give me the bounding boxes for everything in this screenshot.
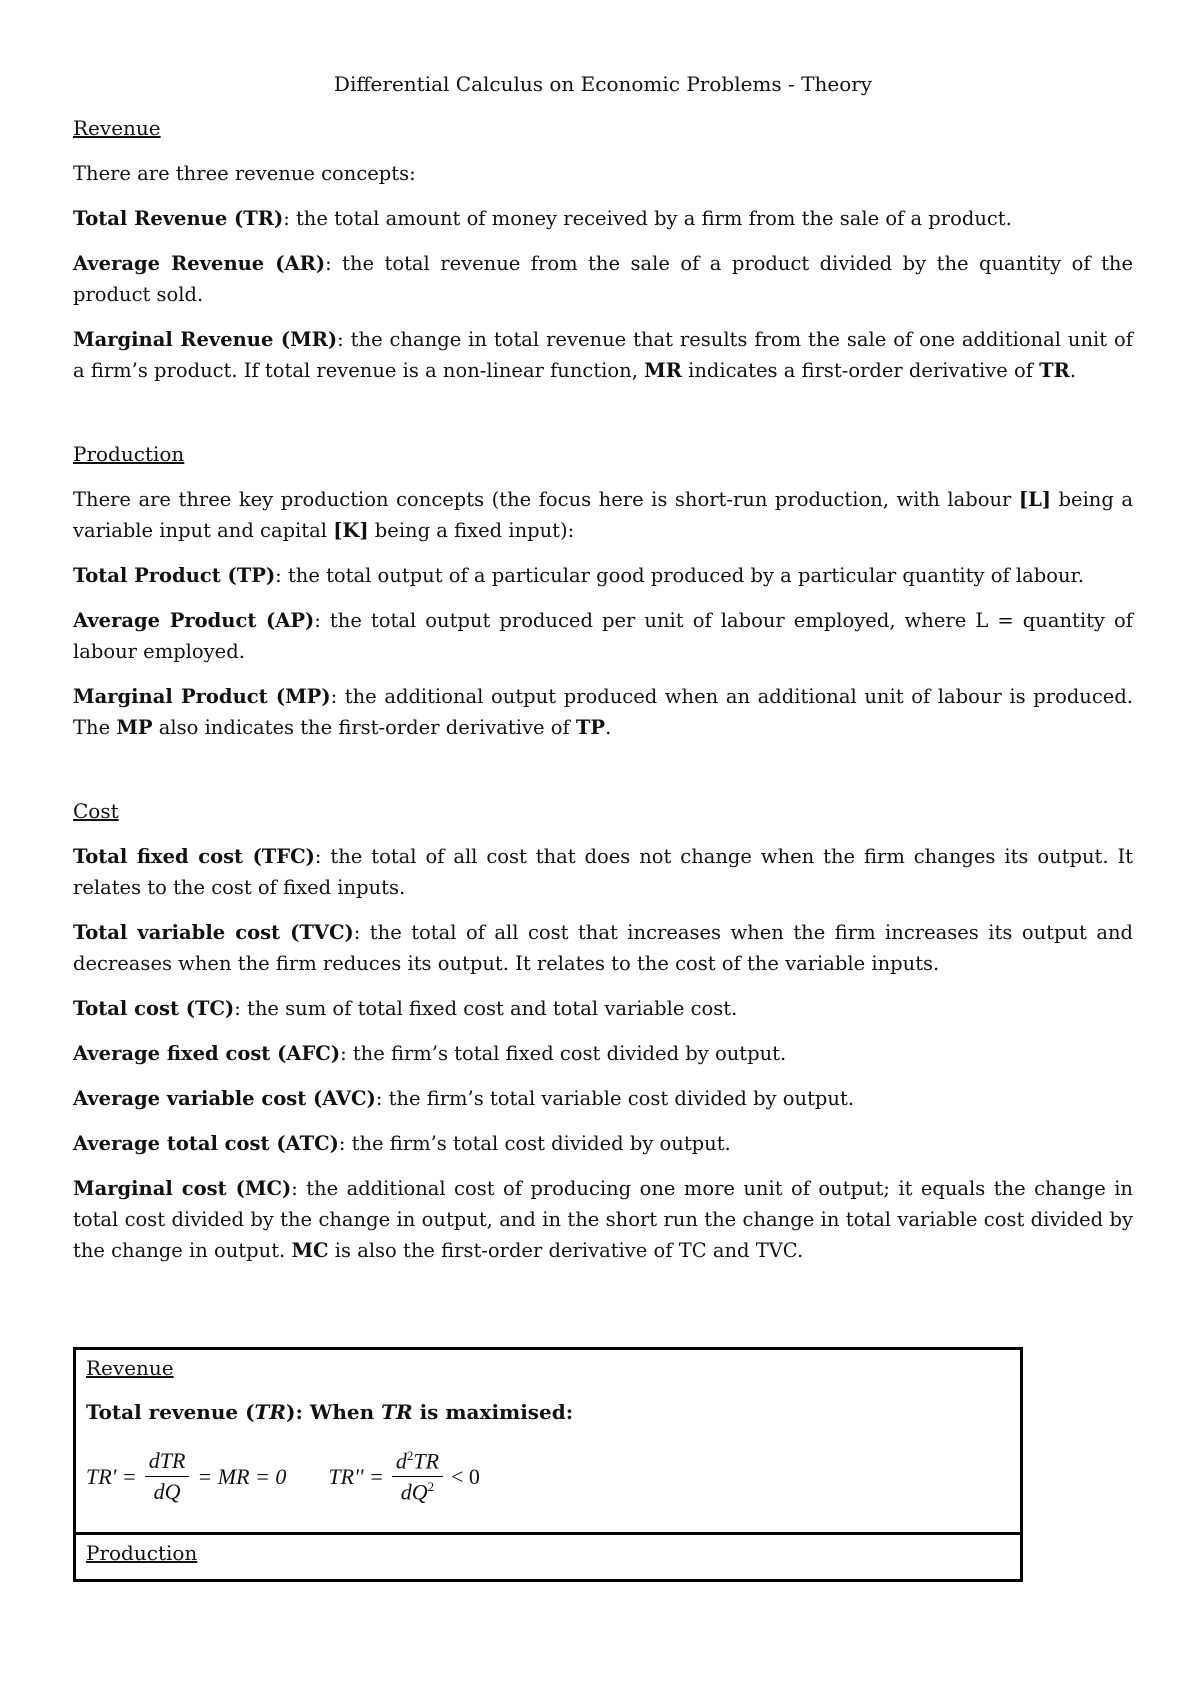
italic-var: TR <box>381 1400 413 1424</box>
box-revenue-heading: Revenue <box>86 1356 174 1380</box>
term: Marginal cost (MC) <box>73 1177 292 1200</box>
production-intro <box>73 484 1133 546</box>
revenue-heading: Revenue <box>73 116 161 140</box>
f1-lhs: TR' = <box>86 1463 137 1489</box>
punctuation: . <box>1069 359 1077 382</box>
f2-rhs: < 0 <box>451 1463 480 1489</box>
term: Average Revenue (AR) <box>73 252 326 275</box>
spacer <box>73 400 1133 442</box>
f2-lhs: TR'' = <box>328 1463 384 1489</box>
punctuation: . <box>605 716 612 739</box>
term: Total Product (TP) <box>73 564 276 587</box>
term: Average Product (AP) <box>73 609 315 632</box>
term: Total cost (TC) <box>73 997 235 1020</box>
term: Total Revenue (TR) <box>73 207 284 230</box>
bold-abbrev: TR <box>1039 359 1070 382</box>
marginal-revenue-definition <box>73 324 1133 386</box>
total-revenue-definition <box>73 203 1133 234</box>
term: Average fixed cost (AFC) <box>73 1042 341 1065</box>
formula-box <box>73 1347 1023 1582</box>
marginal-product-definition <box>73 681 1133 743</box>
exponent: 2 <box>406 1448 414 1463</box>
f1-denominator: dQ <box>153 1479 181 1505</box>
box-production-heading: Production <box>86 1540 198 1565</box>
page-title: Differential Calculus on Economic Problems - Theory <box>333 72 873 96</box>
definition: : the additional output produced when an additional unit of labour is produced. The <box>73 685 1134 739</box>
definition: also indicates the first-order derivative of <box>152 716 576 739</box>
d: d <box>395 1448 407 1474</box>
definition: : the total output of a particular good produced by a particular quantity of labour. <box>275 564 1084 587</box>
avc-definition <box>73 1083 1133 1114</box>
spacer <box>73 757 1133 799</box>
f2-numerator <box>392 1448 443 1477</box>
term: Average total cost (ATC) <box>73 1132 339 1155</box>
revenue-intro: There are three revenue concepts: <box>73 162 416 185</box>
exponent: 2 <box>427 1479 435 1495</box>
term: Marginal Revenue (MR) <box>73 328 338 351</box>
definition: : the change in total revenue that results from the sale of one additional unit of a firm’s product. If total revenue is a non-linear function, <box>73 328 1133 382</box>
f1-rhs: = MR = 0 <box>197 1463 287 1489</box>
dq: dQ <box>400 1479 428 1505</box>
bold-abbrev: MP <box>116 716 153 739</box>
term: Total fixed cost (TFC) <box>73 845 315 868</box>
definition: : the total revenue from the sale of a product divided by the quantity of the product sold. <box>73 252 1133 306</box>
text: ): When <box>286 1400 382 1424</box>
definition: : the total of all cost that increases when the firm increases its output and decreases when the firm reduces its output. It relates to the cost of the variable inputs. <box>73 921 1134 975</box>
definition: : the firm’s total variable cost divided by output. <box>375 1087 854 1110</box>
bold-abbrev: [L] <box>1018 488 1052 511</box>
bold-abbrev: [K] <box>333 519 369 542</box>
var: TR <box>413 1448 440 1474</box>
f1-numerator: dTR <box>145 1448 190 1477</box>
text: Total revenue ( <box>86 1400 255 1424</box>
f2-fraction <box>392 1448 443 1506</box>
definition: : the total output produced per unit of labour employed, where L = quantity of labour employed. <box>73 609 1133 663</box>
definition: : the total of all cost that does not change when the firm changes its output. It relates to the cost of fixed inputs. <box>73 845 1134 899</box>
term: Marginal Product (MP) <box>73 685 331 708</box>
box-revenue-cell <box>76 1350 1020 1532</box>
definition: : the additional cost of producing one more unit of output; it equals the change in total cost divided by the change in output, and in the short run the change in total variable cost divided by the change in output. <box>73 1177 1133 1262</box>
definition: is also the first-order derivative of TC and TVC. <box>328 1239 804 1262</box>
total-product-definition <box>73 560 1133 591</box>
text: being a fixed input): <box>368 519 575 542</box>
definition: : the sum of total fixed cost and total variable cost. <box>234 997 738 1020</box>
mc-definition <box>73 1173 1133 1266</box>
term: Total variable cost (TVC) <box>73 921 354 944</box>
afc-definition <box>73 1038 1133 1069</box>
box-production-cell <box>76 1532 1020 1579</box>
tvc-definition <box>73 917 1133 979</box>
italic-var: TR <box>254 1400 287 1424</box>
atc-definition <box>73 1128 1133 1159</box>
cost-heading: Cost <box>73 799 119 823</box>
f2-denominator <box>397 1477 438 1505</box>
bold-abbrev: MC <box>291 1239 329 1262</box>
box-tr-statement <box>86 1400 1010 1424</box>
production-heading: Production <box>73 442 185 466</box>
tfc-definition <box>73 841 1133 903</box>
definition: : the total amount of money received by a firm from the sale of a product. <box>283 207 1012 230</box>
tc-definition <box>73 993 1133 1024</box>
definition: : the firm’s total cost divided by output. <box>338 1132 731 1155</box>
average-revenue-definition <box>73 248 1133 310</box>
tr-formula <box>86 1448 1010 1518</box>
definition: indicates a first-order derivative of <box>681 359 1040 382</box>
term: Average variable cost (AVC) <box>73 1087 376 1110</box>
text: is maximised: <box>412 1400 574 1424</box>
definition: : the firm’s total fixed cost divided by output. <box>340 1042 787 1065</box>
f1-fraction <box>145 1448 190 1505</box>
text: being a variable input and capital <box>73 488 1133 542</box>
bold-abbrev: MR <box>644 359 682 382</box>
text: There are three key production concepts (the focus here is short-run production, with labour <box>73 488 1019 511</box>
document-page <box>73 72 1133 1280</box>
average-product-definition <box>73 605 1133 667</box>
bold-abbrev: TP <box>575 716 606 739</box>
